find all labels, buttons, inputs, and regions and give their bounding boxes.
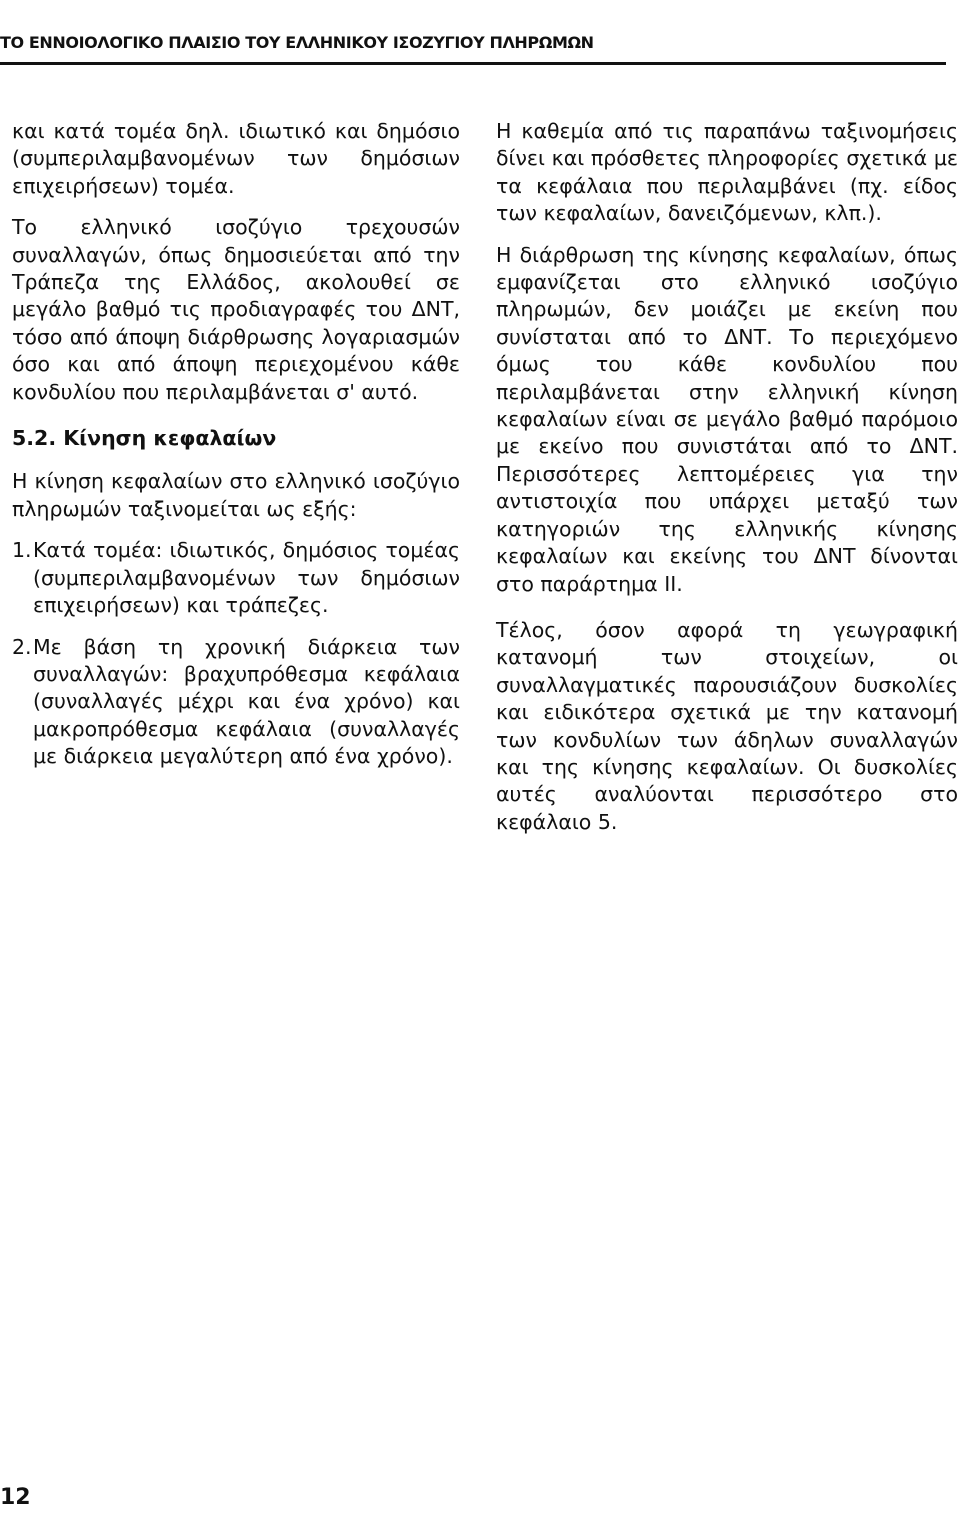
section-heading: 5.2. Κίνηση κεφαλαίων <box>12 426 277 451</box>
list-item-text: Με βάση τη χρονική διάρκεια των συναλλαγών: βραχυπρόθεσμα κεφάλαια (συναλλαγές μέχρι και ένα χρόνο) και μακροπρόθεσμα κεφάλαια (συναλλαγές με διάρκεια μεγαλύτερη από ένα χρόνο). <box>33 634 460 769</box>
list-item <box>12 537 460 619</box>
running-header: ΤΟ ΕΝΝΟΙΟΛΟΓΙΚΟ ΠΛΑΙΣΙΟ ΤΟΥ ΕΛΛΗΝΙΚΟΥ ΙΣΟΖΥΓΙΟΥ ΠΛΗΡΩΜΩΝ <box>0 33 594 52</box>
right-column <box>496 118 958 855</box>
right-paragraph-1: Η καθεμία από τις παραπάνω ταξινομήσεις δίνει και πρόσθετες πληροφορίες σχετικά με τα κεφάλαια που περιλαμβάνει (πχ. είδος των κεφαλαίων, δανειζόμενων, κλπ.). <box>496 119 958 226</box>
right-paragraph-2: Η διάρθρωση της κίνησης κεφαλαίων, όπως εμφανίζεται στο ελληνικό ισοζύγιο πληρωμών, δεν μοιάζει με εκείνη που συνίσταται από το ΔΝΤ. Το περιεχόμενο όμως του κάθε κονδυλίου που περιλαμβάνεται στην ελληνική κίνηση κεφαλαίων είναι σε μεγάλο βαθμό παρόμοιο με εκείνο που συνιστάται από το ΔΝΤ. Περισσότερες λεπτομέρειες για την αντιστοιχία που υπάρχει μεταξύ των κατηγοριών της ελληνικής κίνησης κεφαλαίων και εκείνης του ΔΝΤ δίνονται στο παράρτημα ΙΙ. <box>496 242 958 596</box>
header-rule <box>0 62 946 65</box>
left-paragraph-3: Η κίνηση κεφαλαίων στο ελληνικό ισοζύγιο πληρωμών ταξινομείται ως εξής: <box>12 469 460 521</box>
list-item-text: Κατά τομέα: ιδιωτικός, δημόσιος τομέας (συμπεριλαμβανομένων των δημόσιων επιχειρήσεων) και τράπεζες. <box>33 538 460 618</box>
list-item <box>12 634 460 771</box>
list-item-number: 2. <box>12 634 32 659</box>
left-paragraph-2: Το ελληνικό ισοζύγιο τρεχουσών συναλλαγών, όπως δημοσιεύεται από την Τράπεζα της Ελλάδος, ακολουθεί σε μεγάλο βαθμό τις προδιαγραφές του ΔΝΤ, τόσο από άποψη διάρθρωσης λογαριασμών όσο και από άποψη περιεχομένου κάθε κονδυλίου που περιλαμβάνεται σ' αυτό. <box>12 215 460 404</box>
right-paragraph-3: Τέλος, όσον αφορά τη γεωγραφική κατανομή των στοιχείων, οι συναλλαγματικές παρουσιάζουν δυσκολίες και ειδικότερα σχετικά με την κατανομή των κονδυλίων των άδηλων συναλλαγών και της κίνησης κεφαλαίων. Οι δυσκολίες αυτές αναλύονται περισσότερο στο κεφάλαιο 5. <box>496 617 958 834</box>
list-item-number: 1. <box>12 538 32 563</box>
left-paragraph-1: και κατά τομέα δηλ. ιδιωτικό και δημόσιο (συμπεριλαμβανομένων των δημόσιων επιχειρήσεων) τομέα. <box>12 119 460 198</box>
page-number: 12 <box>0 1485 31 1510</box>
left-column <box>12 118 460 785</box>
